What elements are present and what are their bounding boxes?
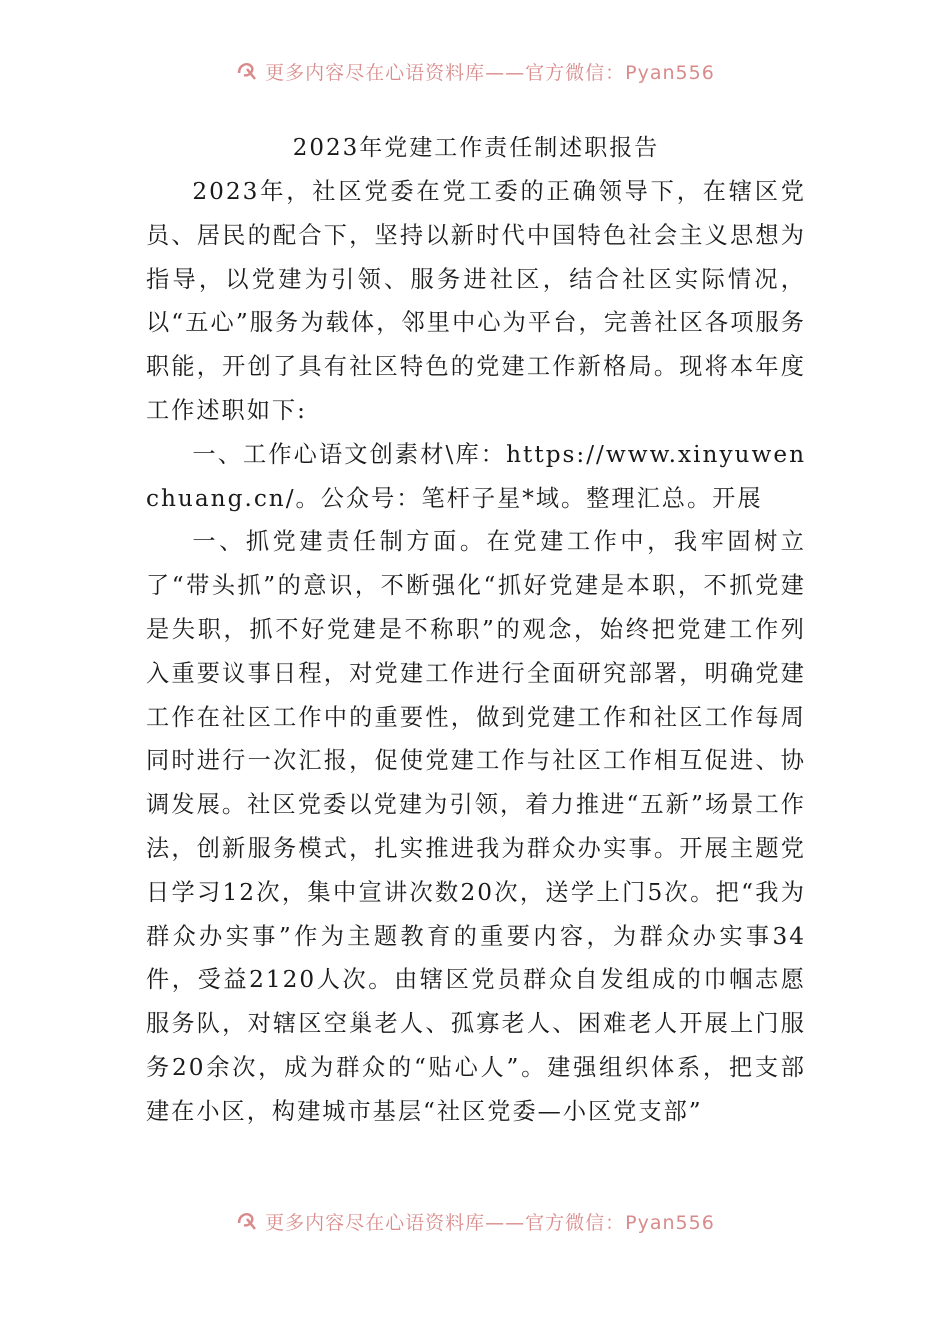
- paragraph-intro: 2023年，社区党委在党工委的正确领导下，在辖区党员、居民的配合下，坚持以新时代中国特色社会主义思想为指导，以党建为引领、服务进社区，结合社区实际情况，以“五心”服务为载体，邻里中心为平台，完善社区各项服务职能，开创了具有社区特色的党建工作新格局。现将本年度工作述职如下:: [146, 178, 806, 424]
- paragraph-section-one: 一、抓党建责任制方面。在党建工作中，我牢固树立了“带头抓”的意识，不断强化“抓好党建是本职，不抓党建是失职，抓不好党建是不称职”的观念，始终把党建工作列入重要议事日程，对党建工作进行全面研究部署，明确党建工作在社区工作中的重要性，做到党建工作和社区工作每周同时进行一次汇报，促使党建工作与社区工作相互促进、协调发展。社区党委以党建为引领，着力推进“五新”场景工作法，创新服务模式，扎实推进我为群众办实事。开展主题党日学习12次，集中宣讲次数20次，送学上门5次。把“我为群众办实事”作为主题教育的重要内容，为群众办实事34件，受益2120人次。由辖区党员群众自发组成的巾帼志愿服务队，对辖区空巢老人、孤寡老人、困难老人开展上门服务20余次，成为群众的“贴心人”。建强组织体系，把支部建在小区，构建城市基层“社区党委—小区党支部”: [146, 528, 806, 1125]
- document-title: 2023年党建工作责任制述职报告: [292, 135, 660, 161]
- watermark-header: [0, 56, 950, 86]
- watermark-footer: [0, 1206, 950, 1236]
- watermark-text: 更多内容尽在心语资料库——官方微信：Pyan556: [265, 1211, 715, 1234]
- watermark-text: 更多内容尽在心语资料库——官方微信：Pyan556: [265, 61, 715, 84]
- logo-icon: [235, 59, 259, 83]
- document-body: [146, 126, 806, 1134]
- logo-icon: [235, 1209, 259, 1233]
- paragraph-source-note: 一、工作心语文创素材\库：https://www.xinyuwenchuang.cn/。公众号：笔杆子星*域。整理汇总。开展: [146, 440, 806, 512]
